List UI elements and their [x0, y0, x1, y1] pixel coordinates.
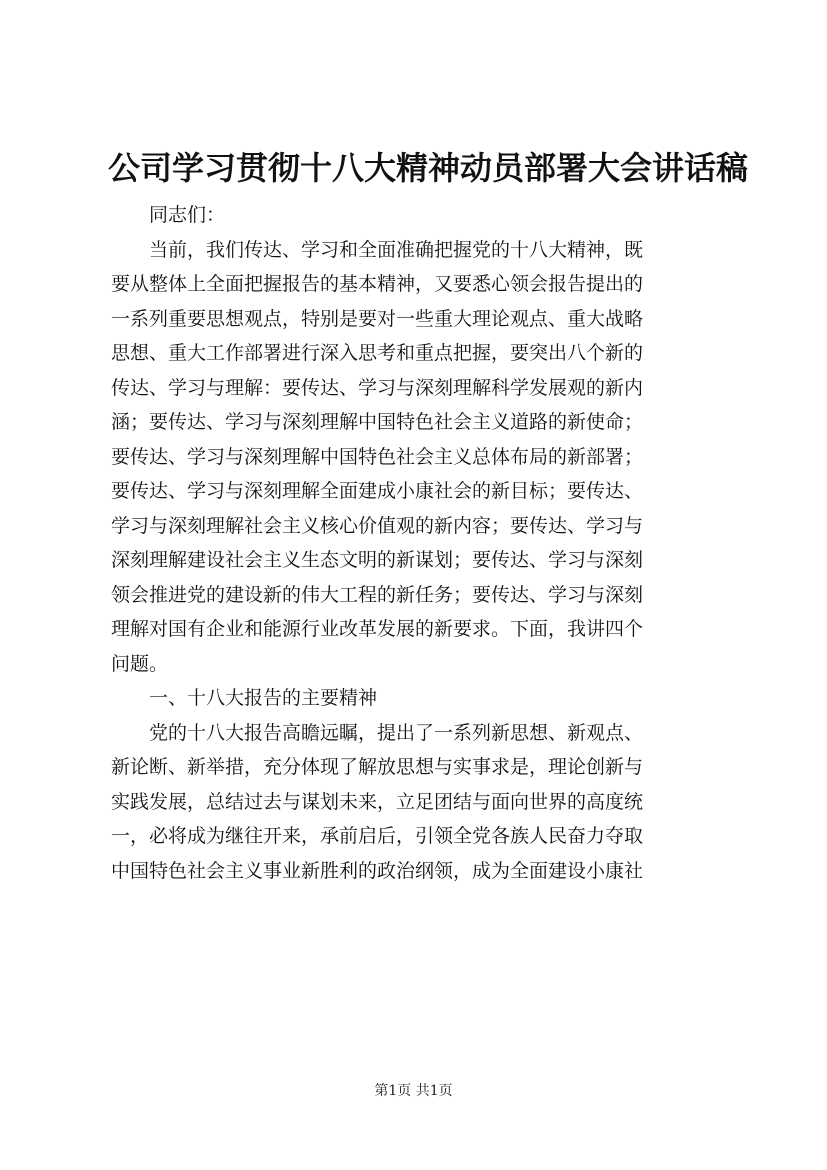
paragraph-line: 领会推进党的建设新的伟大工程的新任务；要传达、学习与深刻 — [111, 583, 644, 606]
paragraph-line: 中国特色社会主义事业新胜利的政治纲领，成为全面建设小康社 — [111, 859, 644, 882]
paragraph-line: 要从整体上全面把握报告的基本精神，又要悉心领会报告提出的 — [111, 273, 644, 295]
paragraph-line: 新论断、新举措，充分体现了解放思想与实事求是，理论创新与 — [111, 756, 644, 778]
paragraph-line: 实践发展，总结过去与谋划未来，立足团结与面向世界的高度统 — [111, 790, 644, 813]
paragraph-line: 涵；要传达、学习与深刻理解中国特色社会主义道路的新使命； — [111, 411, 644, 433]
paragraph-line: 要传达、学习与深刻理解中国特色社会主义总体布局的新部署； — [111, 445, 644, 468]
document-title: 公司学习贯彻十八大精神动员部署大会讲话稿 — [108, 149, 749, 187]
paragraph-line: 当前，我们传达、学习和全面准确把握党的十八大精神，既 — [149, 238, 644, 261]
paragraph-line: 一，必将成为继往开来，承前启后，引领全党各族人民奋力夺取 — [111, 825, 644, 847]
paragraph-line: 思想、重大工作部署进行深入思考和重点把握，要突出八个新的 — [111, 342, 644, 364]
paragraph-line: 理解对国有企业和能源行业改革发展的新要求。下面，我讲四个 — [111, 618, 644, 640]
paragraph-line: 深刻理解建设社会主义生态文明的新谋划；要传达、学习与深刻 — [111, 549, 644, 571]
paragraph-line: 传达、学习与理解：要传达、学习与深刻理解科学发展观的新内 — [111, 376, 644, 399]
page-number-footer: 第1页 共1页 — [374, 1083, 453, 1099]
document-body — [111, 198, 739, 888]
paragraph-line: 问题。 — [111, 652, 169, 675]
paragraph-line: 党的十八大报告高瞻远瞩，提出了一系列新思想、新观点、 — [149, 721, 644, 744]
paragraph-line: 一系列重要思想观点，特别是要对一些重大理论观点、重大战略 — [111, 307, 644, 330]
paragraph-line: 学习与深刻理解社会主义核心价值观的新内容；要传达、学习与 — [111, 514, 644, 537]
salutation-line: 同志们： — [149, 204, 226, 226]
paragraph-line: 要传达、学习与深刻理解全面建成小康社会的新目标；要传达、 — [111, 480, 644, 502]
section-heading: 一、十八大报告的主要精神 — [149, 687, 378, 709]
